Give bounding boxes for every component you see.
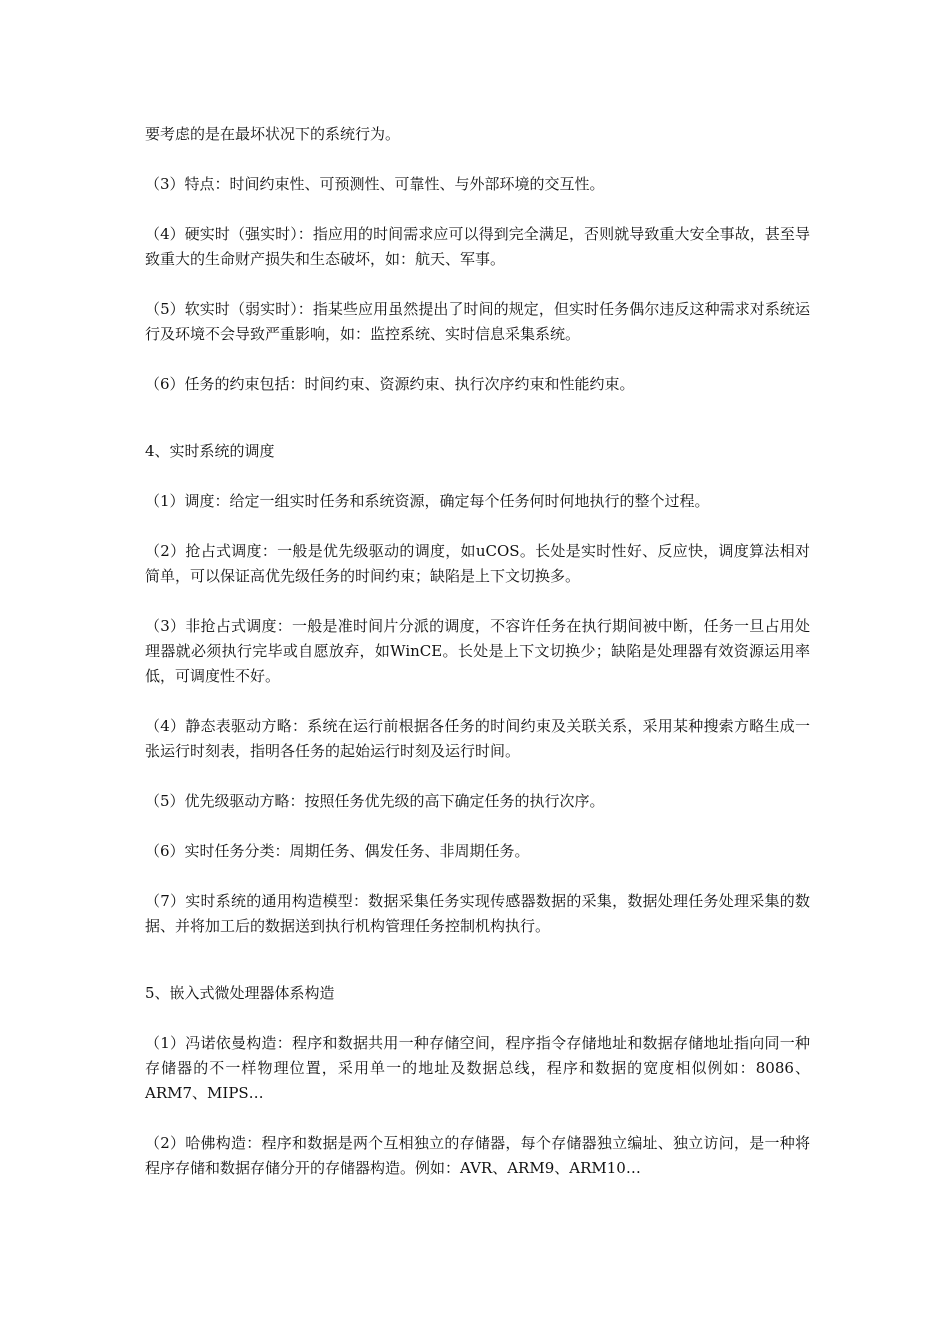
paragraph: （2）哈佛构造：程序和数据是两个互相独立的存储器，每个存储器独立编址、独立访问，是一种将程序存储和数据存储分开的存储器构造。例如：AVR、ARM9、ARM10… (145, 1134, 810, 1177)
paragraph: （2）抢占式调度：一般是优先级驱动的调度，如uCOS。长处是实时性好、反应快，调度算法相对简单，可以保证高优先级任务的时间约束；缺陷是上下文切换多。 (145, 542, 810, 585)
paragraph: （5）优先级驱动方略：按照任务优先级的高下确定任务的执行次序。 (145, 792, 605, 810)
paragraph: （5）软实时（弱实时）：指某些应用虽然提出了时间的规定，但实时任务偶尔违反这种需求对系统运行及环境不会导致严重影响，如：监控系统、实时信息采集系统。 (145, 300, 810, 343)
section-heading: 5、嵌入式微处理器体系构造 (145, 984, 335, 1002)
paragraph: （4）硬实时（强实时）：指应用的时间需求应可以得到完全满足，否则就导致重大安全事故，甚至导致重大的生命财产损失和生态破坏，如：航天、军事。 (145, 225, 810, 268)
paragraph: （4）静态表驱动方略：系统在运行前根据各任务的时间约束及关联关系，采用某种搜索方略生成一张运行时刻表，指明各任务的起始运行时刻及运行时间。 (145, 717, 810, 760)
paragraph: （3）特点：时间约束性、可预测性、可靠性、与外部环境的交互性。 (145, 175, 605, 193)
section-heading: 4、实时系统的调度 (145, 442, 275, 460)
paragraph: （1）调度：给定一组实时任务和系统资源，确定每个任务何时何地执行的整个过程。 (145, 492, 710, 510)
paragraph: （1）冯诺依曼构造：程序和数据共用一种存储空间，程序指令存储地址和数据存储地址指向同一种存储器的不一样物理位置，采用单一的地址及数据总线，程序和数据的宽度相似例如：8086、ARM7、MIPS… (145, 1034, 810, 1102)
document-page (145, 122, 810, 1181)
paragraph: 要考虑的是在最坏状况下的系统行为。 (145, 125, 401, 143)
paragraph: （7）实时系统的通用构造模型：数据采集任务实现传感器数据的采集，数据处理任务处理采集的数据、并将加工后的数据送到执行机构管理任务控制机构执行。 (145, 892, 810, 935)
paragraph: （3）非抢占式调度：一般是准时间片分派的调度，不容许任务在执行期间被中断，任务一旦占用处理器就必须执行完毕或自愿放弃，如WinCE。长处是上下文切换少；缺陷是处理器有效资源运用率低，可调度性不好。 (145, 617, 810, 685)
paragraph: （6）任务的约束包括：时间约束、资源约束、执行次序约束和性能约束。 (145, 375, 635, 393)
paragraph: （6）实时任务分类：周期任务、偶发任务、非周期任务。 (145, 842, 530, 860)
